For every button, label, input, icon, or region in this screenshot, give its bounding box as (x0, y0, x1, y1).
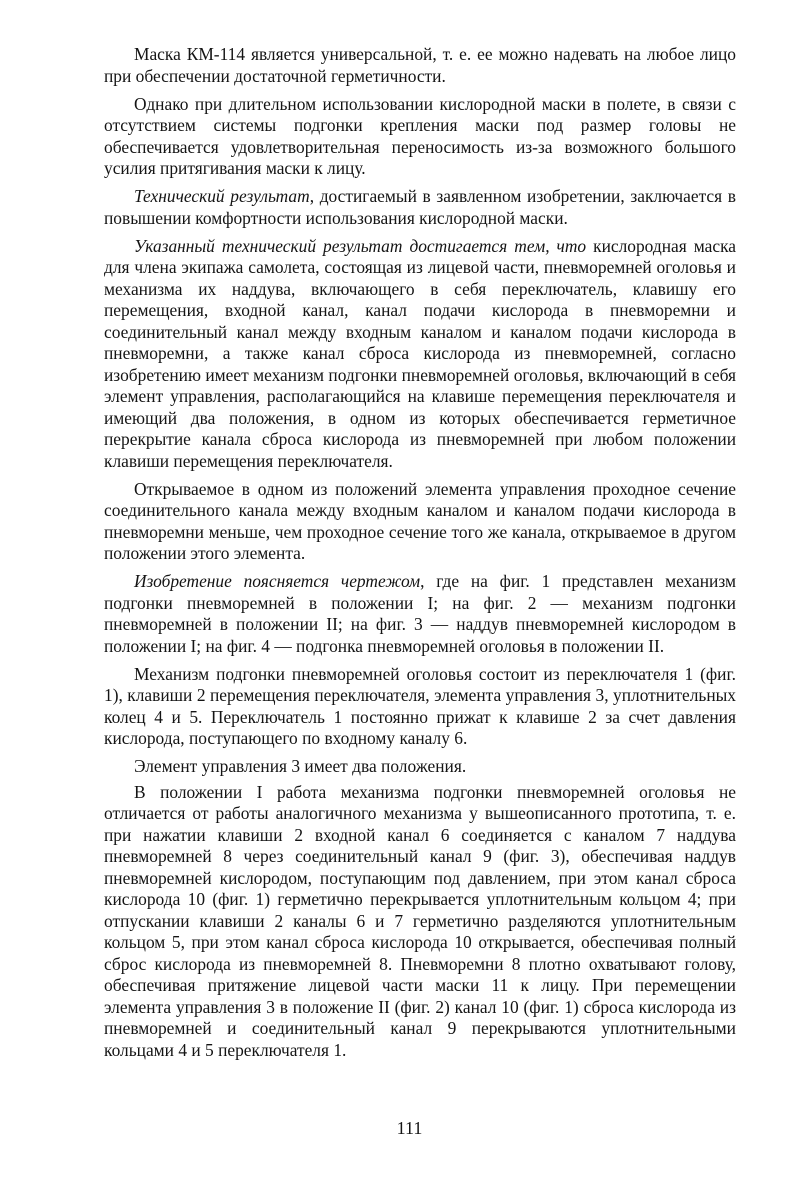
paragraph-5-text: Открываемое в одном из положений элемента управления проходное сечение соединительного канала между входным каналом и каналом подачи кислорода в пневморемни меньше, чем проходное сечение того же канала, открываемое в другом положении этого элемента. (104, 478, 736, 563)
paragraph-7-text: Механизм подгонки пневморемней оголовья состоит из переключателя 1 (фиг. 1), клавиши 2 перемещения переключателя, элемента управления 3, уплотнительных колец 4 и 5. Переключатель 1 постоянно прижат к клавише 2 за счет давления кислорода, поступающего по входному каналу 6. (104, 663, 736, 748)
paragraph-2 (104, 94, 736, 180)
paragraph-8-text: Элемент управления 3 имеет два положения. (134, 756, 467, 776)
paragraph-7 (104, 664, 736, 750)
paragraph-6 (104, 571, 736, 657)
paragraph-1 (104, 44, 736, 87)
paragraph-3-italic-lead: Технический результат (134, 186, 310, 206)
paragraph-9 (104, 782, 736, 1062)
paragraph-5 (104, 479, 736, 565)
paragraph-1-text: Маска КМ-114 является универсальной, т. е. ее можно надевать на любое лицо при обеспечении достаточной герметичности. (104, 44, 736, 86)
paragraph-6-text: , где на фиг. 1 представлен механизм подгонки пневморемней в положении I; на фиг. 2 — механизм подгонки пневморемней в положении II; на фиг. 3 — наддув пневморемней кислородом в положении I; на фиг. 4 — подгонка пневморемней оголовья в положении II. (104, 571, 736, 656)
paragraph-4 (104, 236, 736, 473)
paragraph-4-text: кислородная маска для члена экипажа самолета, состоящая из лицевой части, пневморемней оголовья и механизма их наддува, включающего в себя переключатель, клавишу его перемещения, входной канал, канал подачи кислорода в пневморемни и соединительный канал между входным каналом и каналом подачи кислорода в пневморемни, а также канал сброса кислорода из пневморемней, согласно изобретению имеет механизм подгонки пневморемней оголовья, включающий в себя элемент управления, располагающийся на клавише перемещения переключателя и имеющий два положения, в одном из которых обеспечивается герметичное перекрытие канала сброса кислорода из пневморемней при любом положении клавиши перемещения переключателя. (104, 235, 736, 471)
paragraph-2-text: Однако при длительном использовании кислородной маски в полете, в связи с отсутствием системы подгонки крепления маски под размер головы не обеспечивается удовлетворительная переносимость из-за возможного большого усилия притягивания маски к лицу. (104, 93, 736, 178)
paragraph-6-italic-lead: Изобретение поясняется чертежом (134, 571, 421, 591)
document-body (104, 44, 736, 1068)
paragraph-8 (104, 756, 736, 778)
paragraph-3 (104, 186, 736, 229)
paragraph-9-text: В положении I работа механизма подгонки пневморемней оголовья не отличается от работы аналогичного механизма у вышеописанного прототипа, т. е. при нажатии клавиши 2 входной канал 6 соединяется с каналом 7 наддува пневморемней 8 через соединительный канал 9 (фиг. 3), обеспечивая наддув пневморемней кислородом, поступающим под давлением, при этом канал сброса кислорода 10 (фиг. 1) герметично перекрывается уплотнительным кольцом 4; при отпускании клавиши 2 каналы 6 и 7 герметично разделяются уплотнительным кольцом 5, при этом канал сброса кислорода 10 открывается, обеспечивая полный сброс кислорода из пневморемней 8. Пневморемни 8 плотно охватывают голову, обеспечивая притяжение лицевой части маски 11 к лицу. При перемещении элемента управления 3 в положение II (фиг. 2) канал 10 (фиг. 1) сброса кислорода из пневморемней и соединительный канал 9 перекрываются уплотнительными кольцами 4 и 5 переключателя 1. (104, 781, 736, 1060)
paragraph-3-text: , достигаемый в заявленном изобретении, заключается в повышении комфортности использования кислородной маски. (104, 186, 736, 228)
paragraph-4-italic-lead: Указанный технический результат достигается тем, что (134, 235, 587, 256)
page-number: 111 (396, 1118, 423, 1138)
